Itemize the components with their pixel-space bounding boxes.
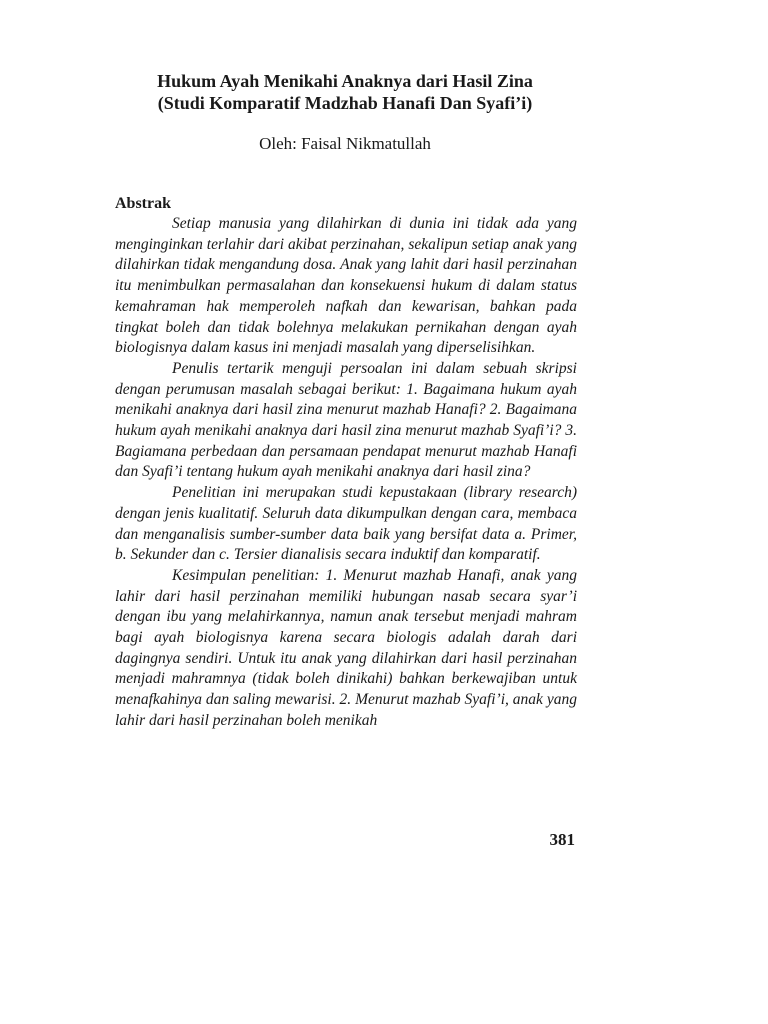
title-line-1: Hukum Ayah Menikahi Anaknya dari Hasil Zina (157, 71, 533, 91)
paper-title (110, 70, 580, 114)
page-number: 381 (549, 830, 575, 849)
abstract-paragraph-2: Penulis tertarik menguji persoalan ini dalam sebuah skripsi dengan perumusan masalah sebagai berikut: 1. Bagaimana hukum ayah menikahi anaknya dari hasil zina menurut mazhab Hanafi? 2. Bagaimana hukum ayah menikahi anaknya dari hasil zina menurut mazhab Syafi’i? 3. Bagiamana perbedaan dan persamaan pendapat menurut mazhab Hanafi dan Syafi’i tentang hukum ayah menikahi anaknya dari hasil zina? (115, 359, 577, 481)
abstract-paragraph-1: Setiap manusia yang dilahirkan di dunia ini tidak ada yang menginginkan terlahir dari akibat perzinahan, sekalipun setiap anak yang dilahirkan tidak mengandung dosa. Anak yang lahit dari hasil perzinahan itu menimbulkan permasalahan dan konsekuensi hukum di dalam status kemahraman hak memperoleh nafkah dan kewarisan, bahkan pada tingkat boleh dan tidak bolehnya melakukan pernikahan dengan ayah biologisnya dalam kasus ini menjadi masalah yang diperselisihkan. (115, 215, 577, 357)
abstract-paragraph-4: Kesimpulan penelitian: 1. Menurut mazhab Hanafi, anak yang lahir dari hasil perzinahan memiliki hubungan nasab secara syar’i dengan ibu yang melahirkannya, namun anak tersebut menjadi mahram bagi ayah biologisnya karena secara biologis adalah darah dari dagingnya sendiri. Untuk itu anak yang dilahirkan dari hasil perzinahan menjadi mahramnya (tidak boleh dinikahi) bahkan berkewajiban untuk menafkahinya dan saling mewarisi. 2. Menurut mazhab Syafi’i, anak yang lahir dari hasil perzinahan boleh menikah (115, 566, 577, 729)
abstract-body (115, 214, 577, 732)
author-line: Oleh: Faisal Nikmatullah (259, 134, 431, 153)
abstract-paragraph-3: Penelitian ini merupakan studi kepustakaan (library research) dengan jenis kualitatif. Seluruh data dikumpulkan dengan cara, membaca dan menganalisis sumber-sumber data baik yang bersifat data a. Primer, b. Sekunder dan c. Tersier dianalisis secara induktif dan komparatif. (115, 484, 577, 564)
abstract-heading: Abstrak (115, 195, 172, 212)
title-line-2: (Studi Komparatif Madzhab Hanafi Dan Syafi’i) (157, 93, 533, 113)
